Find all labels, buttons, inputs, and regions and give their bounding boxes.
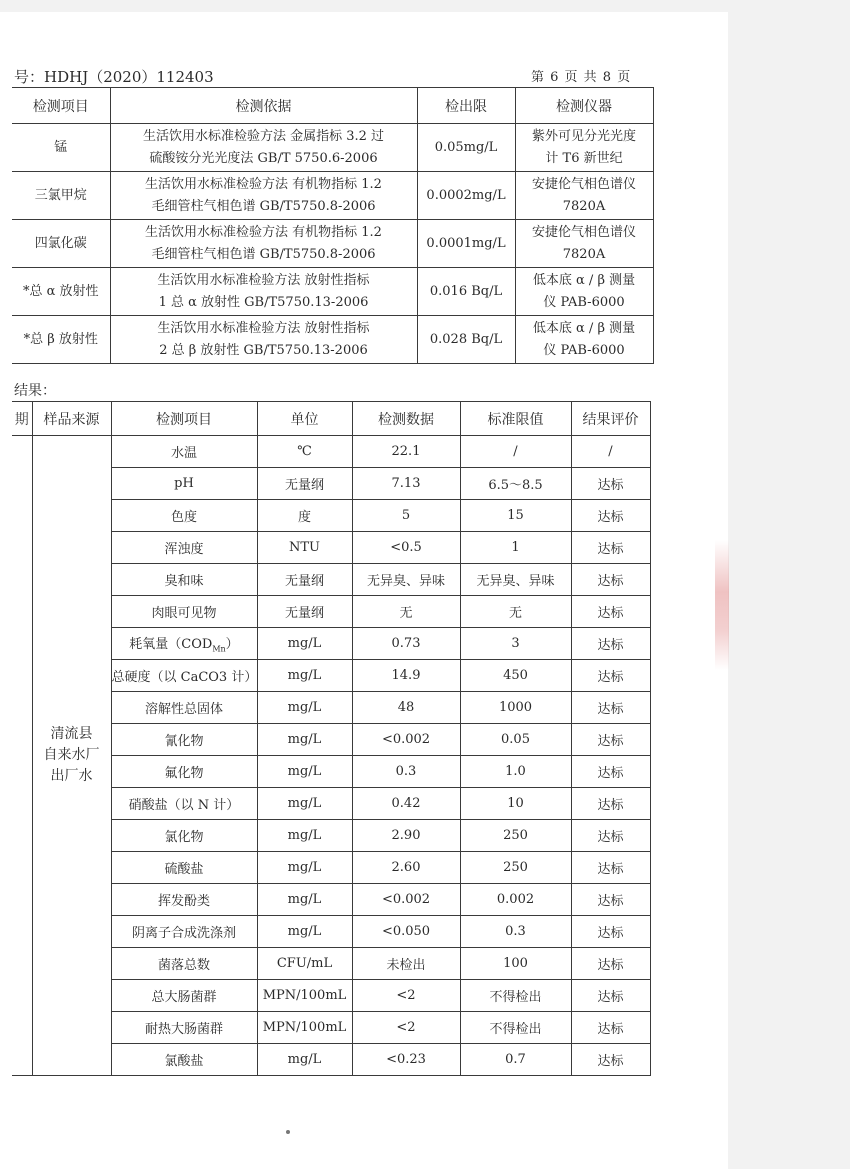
result-unit: mg/L [257, 756, 352, 788]
result-item [111, 628, 257, 660]
basis-line-1: 生活饮用水标准检验方法 有机物指标 1.2 [145, 176, 382, 192]
result-value: <0.002 [352, 724, 460, 756]
result-limit: 450 [460, 660, 571, 692]
result-limit: 250 [460, 852, 571, 884]
result-evaluation: 达标 [571, 1044, 650, 1076]
result-unit: 无量纲 [257, 564, 352, 596]
result-value: <0.23 [352, 1044, 460, 1076]
method-header-row [12, 88, 653, 124]
source-line-3: 出厂水 [50, 768, 93, 784]
result-item: 氰化物 [111, 724, 257, 756]
result-item: 水温 [111, 436, 257, 468]
header-date-stub: 期 [12, 402, 32, 436]
result-evaluation: 达标 [571, 724, 650, 756]
result-evaluation: 达标 [571, 852, 650, 884]
result-limit: 0.05 [460, 724, 571, 756]
page-number: 第 6 页 共 8 页 [531, 70, 632, 85]
result-evaluation: 达标 [571, 564, 650, 596]
result-unit: NTU [257, 532, 352, 564]
results-table [12, 401, 651, 1076]
result-unit: MPN/100mL [257, 1012, 352, 1044]
result-item: pH [111, 468, 257, 500]
result-limit: 100 [460, 948, 571, 980]
source-line-2: 自来水厂 [43, 747, 100, 763]
result-unit: CFU/mL [257, 948, 352, 980]
method-instrument [515, 316, 653, 364]
header-evaluation: 结果评价 [571, 402, 650, 436]
result-value: 2.90 [352, 820, 460, 852]
header-test-item: 检测项目 [12, 88, 110, 124]
basis-line-2: 2 总 β 放射性 GB/T5750.13-2006 [159, 342, 368, 358]
instrument-line-1: 低本底 α / β 测量 [532, 320, 636, 336]
result-evaluation: 达标 [571, 820, 650, 852]
result-evaluation: 达标 [571, 628, 650, 660]
method-limit: 0.05mg/L [417, 124, 515, 172]
basis-line-1: 生活饮用水标准检验方法 放射性指标 [157, 272, 370, 288]
instrument-line-1: 紫外可见分光光度 [531, 128, 636, 144]
result-evaluation: 达标 [571, 916, 650, 948]
method-basis [110, 316, 417, 364]
result-limit: 10 [460, 788, 571, 820]
results-label: 结果： [14, 383, 56, 399]
method-basis [110, 268, 417, 316]
result-item: 臭和味 [111, 564, 257, 596]
result-evaluation: 达标 [571, 1012, 650, 1044]
result-unit: ℃ [257, 436, 352, 468]
header-instrument: 检测仪器 [515, 88, 653, 124]
date-stub-cell [12, 436, 32, 1076]
result-limit: 不得检出 [460, 980, 571, 1012]
basis-line-2: 硫酸铵分光光度法 GB/T 5750.6-2006 [149, 150, 378, 166]
result-value: 14.9 [352, 660, 460, 692]
instrument-line-1: 低本底 α / β 测量 [532, 272, 636, 288]
result-value: 未检出 [352, 948, 460, 980]
cod-prefix: 耗氧量（COD [129, 637, 213, 653]
header-sample-source: 样品来源 [32, 402, 111, 436]
result-item: 氯化物 [111, 820, 257, 852]
result-limit: 不得检出 [460, 1012, 571, 1044]
result-evaluation: 达标 [571, 948, 650, 980]
result-limit: 1000 [460, 692, 571, 724]
result-evaluation: / [571, 436, 650, 468]
method-limit: 0.0001mg/L [417, 220, 515, 268]
result-value: 2.60 [352, 852, 460, 884]
result-item: 总硬度（以 CaCO3 计） [111, 660, 257, 692]
result-item: 挥发酚类 [111, 884, 257, 916]
basis-line-2: 1 总 α 放射性 GB/T5750.13-2006 [158, 294, 369, 310]
instrument-line-2: 7820A [562, 198, 606, 214]
results-table-body [12, 436, 650, 1076]
method-item: *总 α 放射性 [12, 268, 110, 316]
result-item: 阴离子合成洗涤剂 [111, 916, 257, 948]
result-value: 7.13 [352, 468, 460, 500]
instrument-line-1: 安捷伦气相色谱仪 [531, 224, 636, 240]
result-evaluation: 达标 [571, 596, 650, 628]
basis-line-2: 毛细管柱气相色谱 GB/T5750.8-2006 [151, 246, 376, 262]
result-unit: MPN/100mL [257, 980, 352, 1012]
result-limit: 1 [460, 532, 571, 564]
result-item: 色度 [111, 500, 257, 532]
method-basis [110, 220, 417, 268]
source-line-1: 清流县 [50, 726, 93, 742]
result-item: 肉眼可见物 [111, 596, 257, 628]
result-unit: mg/L [257, 628, 352, 660]
result-value: 0.42 [352, 788, 460, 820]
results-row [12, 436, 650, 468]
header-basis: 检测依据 [110, 88, 417, 124]
result-item: 氟化物 [111, 756, 257, 788]
header-test-data: 检测数据 [352, 402, 460, 436]
result-unit: 度 [257, 500, 352, 532]
result-evaluation: 达标 [571, 756, 650, 788]
result-limit: 0.3 [460, 916, 571, 948]
method-instrument [515, 220, 653, 268]
basis-line-1: 生活饮用水标准检验方法 有机物指标 1.2 [145, 224, 382, 240]
result-item: 总大肠菌群 [111, 980, 257, 1012]
result-evaluation: 达标 [571, 692, 650, 724]
method-item: 锰 [12, 124, 110, 172]
result-value: <0.050 [352, 916, 460, 948]
result-unit: mg/L [257, 916, 352, 948]
method-instrument [515, 172, 653, 220]
basis-line-1: 生活饮用水标准检验方法 金属指标 3.2 过 [142, 128, 385, 144]
header-detection-limit: 检出限 [417, 88, 515, 124]
result-evaluation: 达标 [571, 980, 650, 1012]
report-number: 号：HDHJ（2020）112403 [14, 68, 214, 86]
method-table-body [12, 124, 653, 364]
result-value: 22.1 [352, 436, 460, 468]
result-unit: mg/L [257, 724, 352, 756]
result-evaluation: 达标 [571, 788, 650, 820]
result-limit: / [460, 436, 571, 468]
result-value: <2 [352, 1012, 460, 1044]
result-item: 硝酸盐（以 N 计） [111, 788, 257, 820]
result-evaluation: 达标 [571, 660, 650, 692]
result-value: <2 [352, 980, 460, 1012]
instrument-line-2: 计 T6 新世纪 [545, 150, 623, 166]
result-value: <0.002 [352, 884, 460, 916]
method-basis [110, 124, 417, 172]
result-limit: 6.5～8.5 [460, 468, 571, 500]
result-value: 无 [352, 596, 460, 628]
result-limit: 1.0 [460, 756, 571, 788]
result-value: 5 [352, 500, 460, 532]
result-item: 菌落总数 [111, 948, 257, 980]
result-limit: 无 [460, 596, 571, 628]
method-basis [110, 172, 417, 220]
result-item: 硫酸盐 [111, 852, 257, 884]
result-unit: 无量纲 [257, 596, 352, 628]
instrument-line-2: 仪 PAB-6000 [543, 294, 625, 310]
basis-line-1: 生活饮用水标准检验方法 放射性指标 [157, 320, 370, 336]
result-unit: mg/L [257, 660, 352, 692]
result-limit: 250 [460, 820, 571, 852]
method-row [12, 124, 653, 172]
result-value: 0.73 [352, 628, 460, 660]
method-limit: 0.028 Bq/L [417, 316, 515, 364]
method-limit: 0.0002mg/L [417, 172, 515, 220]
result-value: 无异臭、异味 [352, 564, 460, 596]
result-unit: mg/L [257, 1044, 352, 1076]
result-evaluation: 达标 [571, 884, 650, 916]
result-limit: 0.002 [460, 884, 571, 916]
result-evaluation: 达标 [571, 500, 650, 532]
basis-line-2: 毛细管柱气相色谱 GB/T5750.8-2006 [151, 198, 376, 214]
seal-stamp-edge [715, 540, 729, 670]
result-unit: 无量纲 [257, 468, 352, 500]
result-evaluation: 达标 [571, 532, 650, 564]
result-item: 耐热大肠菌群 [111, 1012, 257, 1044]
result-value: 0.3 [352, 756, 460, 788]
method-item: *总 β 放射性 [12, 316, 110, 364]
method-limit: 0.016 Bq/L [417, 268, 515, 316]
header-standard-limit: 标准限值 [460, 402, 571, 436]
punch-mark [286, 1130, 290, 1134]
result-item: 浑浊度 [111, 532, 257, 564]
instrument-line-2: 7820A [562, 246, 606, 262]
header-unit: 单位 [257, 402, 352, 436]
cod-subscript: Mn [212, 644, 226, 654]
method-table [12, 87, 654, 364]
method-row [12, 220, 653, 268]
method-item: 三氯甲烷 [12, 172, 110, 220]
result-item: 溶解性总固体 [111, 692, 257, 724]
header-test-item: 检测项目 [111, 402, 257, 436]
method-row [12, 268, 653, 316]
result-unit: mg/L [257, 852, 352, 884]
result-evaluation: 达标 [571, 468, 650, 500]
result-unit: mg/L [257, 820, 352, 852]
result-item: 氯酸盐 [111, 1044, 257, 1076]
method-instrument [515, 268, 653, 316]
results-header-row [12, 402, 650, 436]
sample-source-cell [32, 436, 111, 1076]
cod-suffix: ） [225, 637, 239, 653]
result-unit: mg/L [257, 788, 352, 820]
method-instrument [515, 124, 653, 172]
result-limit: 无异臭、异味 [460, 564, 571, 596]
result-limit: 0.7 [460, 1044, 571, 1076]
result-unit: mg/L [257, 692, 352, 724]
method-item: 四氯化碳 [12, 220, 110, 268]
result-value: 48 [352, 692, 460, 724]
instrument-line-1: 安捷伦气相色谱仪 [531, 176, 636, 192]
method-row [12, 172, 653, 220]
result-limit: 15 [460, 500, 571, 532]
result-limit: 3 [460, 628, 571, 660]
instrument-line-2: 仪 PAB-6000 [543, 342, 625, 358]
result-value: <0.5 [352, 532, 460, 564]
method-row [12, 316, 653, 364]
result-unit: mg/L [257, 884, 352, 916]
